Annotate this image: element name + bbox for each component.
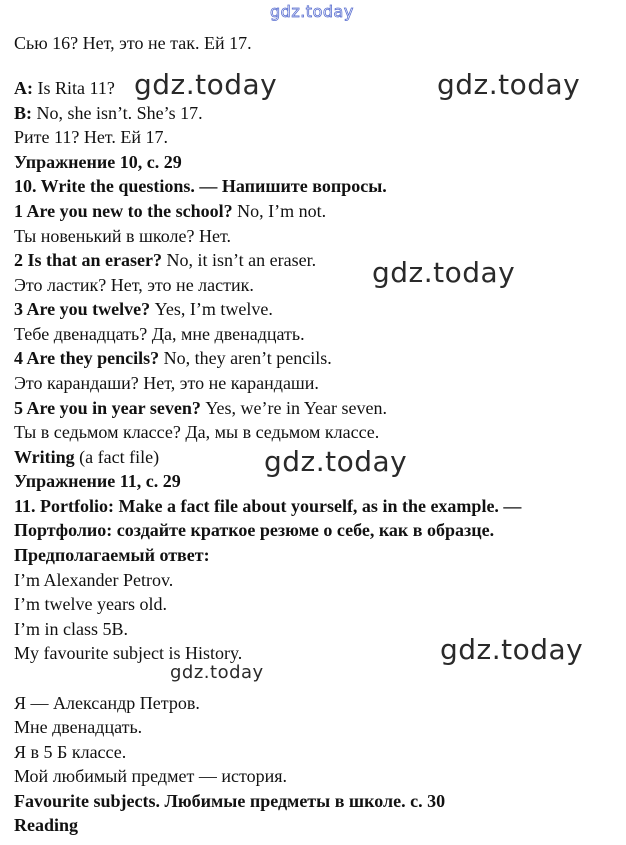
bold-text: B: — [14, 103, 37, 123]
bold-text: 2 Is that an eraser? — [14, 250, 167, 270]
text-line — [14, 618, 128, 640]
text: Это ластик? Нет, это не ластик. — [14, 275, 254, 295]
bold-text: 4 Are they pencils? — [14, 348, 164, 368]
text-line — [14, 200, 326, 222]
text-line — [14, 372, 319, 394]
bold-text: 5 Are you in year seven? — [14, 398, 206, 418]
text: Сью 16? Нет, это не так. Ей 17. — [14, 33, 252, 53]
text-line — [14, 765, 287, 787]
text: No, they aren’t pencils. — [163, 348, 332, 368]
text: Я — Александр Петров. — [14, 693, 200, 713]
text-line — [14, 225, 231, 247]
text: (a fact file) — [79, 447, 160, 467]
text-line — [14, 642, 242, 664]
answer-heading — [14, 544, 210, 566]
text-line — [14, 692, 200, 714]
text-line — [14, 249, 316, 271]
header-watermark-logo: gdz.today — [270, 2, 354, 21]
watermark: gdz.today — [372, 256, 516, 289]
text: Ты в седьмом классе? Да, мы в седьмом классе. — [14, 422, 380, 442]
bold-text: 11. Portfolio: Make a fact file about yourself, as in the example. — — [14, 496, 522, 516]
bold-text: 10. Write the questions. — Напишите вопросы. — [14, 176, 387, 196]
text-line — [14, 347, 332, 369]
watermark: gdz.today — [170, 662, 264, 683]
text: Рите 11? Нет. Ей 17. — [14, 127, 168, 147]
text-line — [14, 126, 168, 148]
text: Yes, we’re in Year seven. — [205, 398, 387, 418]
text-line — [14, 102, 203, 124]
text-line — [14, 593, 167, 615]
bold-text: Favourite subjects. Любимые предметы в школе. с. 30 — [14, 791, 446, 811]
text-line — [14, 32, 252, 54]
bold-text: 1 Are you new to the school? — [14, 201, 238, 221]
text-line — [14, 421, 379, 443]
bold-text: A: — [14, 78, 38, 98]
text-line — [14, 77, 115, 99]
text: Мой любимый предмет — история. — [14, 766, 287, 786]
bold-text: Предполагаемый ответ: — [14, 545, 210, 565]
text-line — [14, 274, 254, 296]
text: I’m in class 5B. — [14, 619, 128, 639]
bold-text: Упражнение 10, с. 29 — [14, 152, 182, 172]
text: No, it isn’t an eraser. — [166, 250, 317, 270]
text-line — [14, 569, 173, 591]
text-line — [14, 298, 273, 320]
text: Я в 5 Б классе. — [14, 742, 127, 762]
text: Ты новенький в школе? Нет. — [14, 226, 231, 246]
text: No, she isn’t. She’s 17. — [36, 103, 203, 123]
bold-text: Упражнение 11, с. 29 — [14, 471, 181, 491]
watermark: gdz.today — [437, 68, 581, 101]
text: Is Rita 11? — [37, 78, 115, 98]
text: No, I’m not. — [237, 201, 327, 221]
text: I’m Alexander Petrov. — [14, 570, 174, 590]
text: I’m twelve years old. — [14, 594, 167, 614]
section-heading — [14, 814, 78, 836]
bold-text: Reading — [14, 815, 79, 835]
text-line — [14, 323, 305, 345]
exercise-instruction — [14, 175, 387, 197]
watermark: gdz.today — [264, 445, 408, 478]
bold-text: Портфолио: создайте краткое резюме о себе, как в образце. — [14, 520, 495, 540]
exercise-instruction — [14, 495, 521, 517]
text: Тебе двенадцать? Да, мне двенадцать. — [14, 324, 305, 344]
section-heading — [14, 446, 159, 468]
exercise-heading — [14, 151, 182, 173]
section-heading — [14, 790, 445, 812]
exercise-heading — [14, 470, 181, 492]
bold-text: 3 Are you twelve? — [14, 299, 155, 319]
exercise-instruction — [14, 519, 494, 541]
text: My favourite subject is History. — [14, 643, 243, 663]
watermark: gdz.today — [440, 633, 584, 666]
text: Это карандаши? Нет, это не карандаши. — [14, 373, 319, 393]
text: Yes, I’m twelve. — [154, 299, 273, 319]
text: Мне двенадцать. — [14, 717, 143, 737]
text-line — [14, 716, 142, 738]
text-line — [14, 741, 126, 763]
bold-text: Writing — [14, 447, 80, 467]
watermark: gdz.today — [134, 68, 278, 101]
text-line — [14, 397, 387, 419]
